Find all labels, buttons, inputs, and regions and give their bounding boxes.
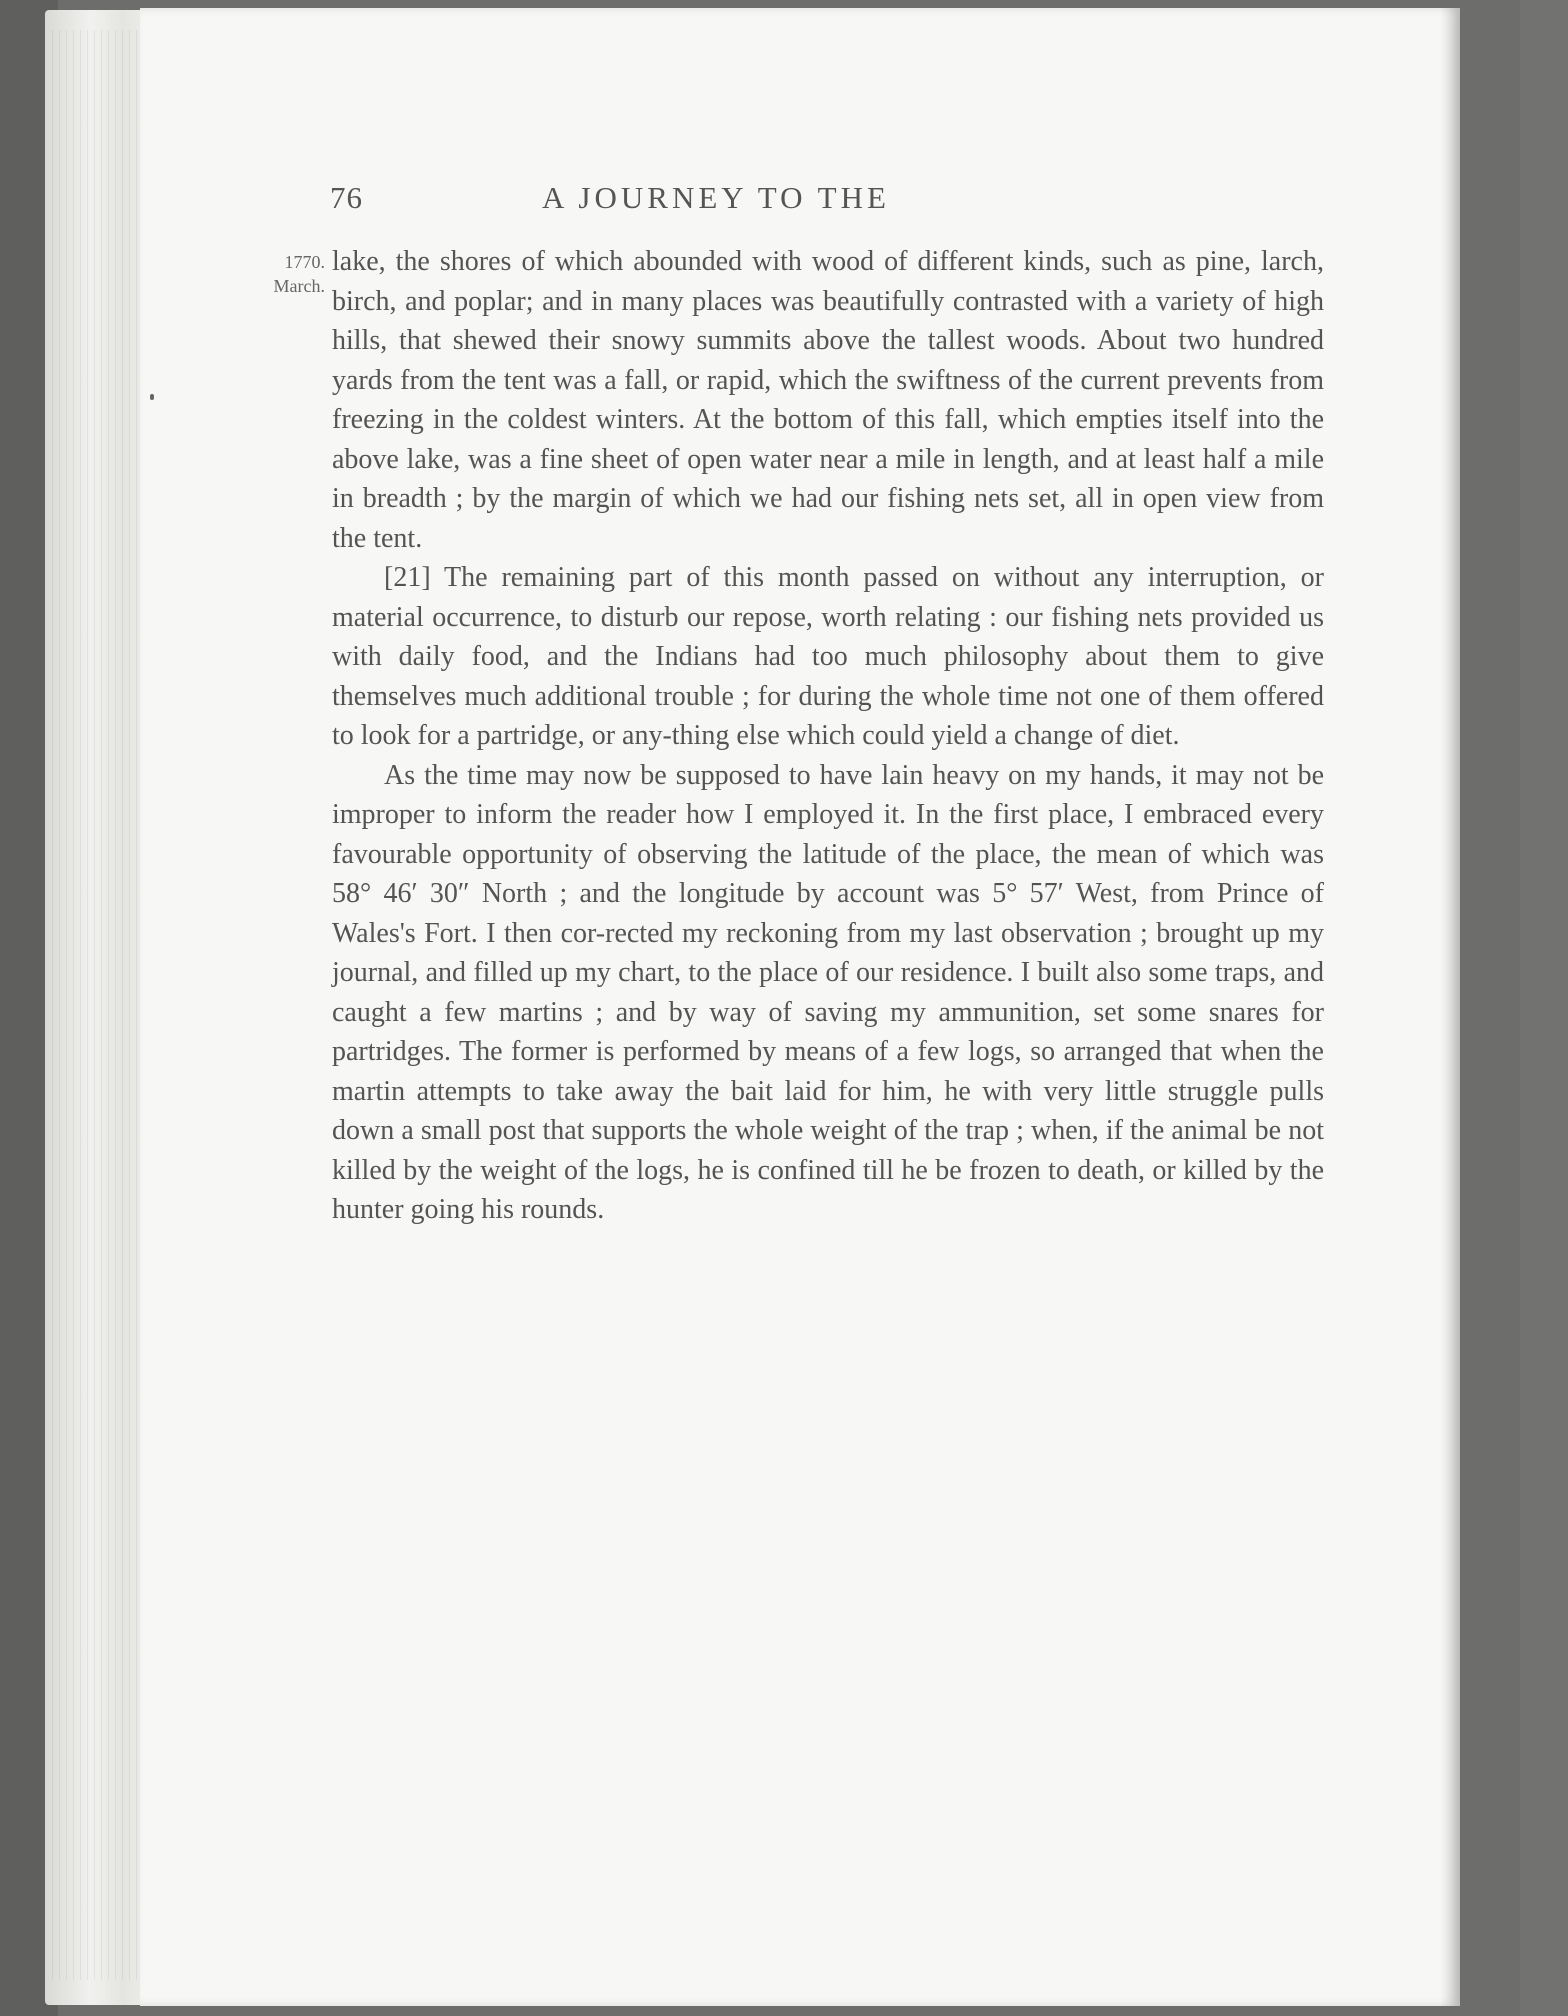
gutter-shadow	[1440, 8, 1460, 2006]
running-head	[330, 180, 1130, 230]
paragraph-3: As the time may now be supposed to have lain heavy on my hands, it may not be improper to inform the reader how I employed it. In the first place, I embraced every favourable opportunity of observing the latitude of the place, the mean of which was 58° 46′ 30″ North ; and the longitude by account was 5° 57′ West, from Prince of Wales's Fort. I then cor-rected my reckoning from my last observation ; brought up my journal, and filled up my chart, to the place of our residence. I built also some traps, and caught a few martins ; and by way of saving my ammunition, set some snares for partridges. The former is performed by means of a few logs, so arranged that when the martin attempts to take away the bait laid for him, he with very little struggle pulls down a small post that supports the whole weight of the trap ; when, if the animal be not killed by the weight of the logs, he is confined till he be frozen to death, or killed by the hunter going his rounds.	[332, 759, 1324, 1225]
paragraph-2: [21] The remaining part of this month passed on without any interruption, or material occurrence, to disturb our repose, worth relating : our fishing nets provided us with daily food, and the Indians had too much philosophy about them to give themselves much additional trouble ; for during the whole time not one of them offered to look for a partridge, or any-thing else which could yield a change of diet.	[332, 562, 1324, 751]
body-text	[332, 242, 1324, 1230]
page-edges	[52, 30, 152, 1980]
book-cover-right	[1520, 0, 1568, 2016]
page-speck	[150, 394, 154, 400]
paragraph-1: lake, the shores of which abounded with wood of different kinds, such as pine, larch, birch, and poplar; and in many places was beautifully contrasted with a variety of high hills, that shewed their snowy summits above the tallest woods. About two hundred yards from the tent was a fall, or rapid, which the swiftness of the current prevents from freezing in the coldest winters. At the bottom of this fall, which empties itself into the above lake, was a fine sheet of open water near a mile in length, and at least half a mile in breadth ; by the margin of which we had our fishing nets set, all in open view from the tent.	[332, 246, 1324, 554]
marginal-date-note	[245, 250, 325, 298]
running-title: A JOURNEY TO THE	[542, 180, 890, 215]
marginal-month: March.	[273, 276, 325, 296]
marginal-year: 1770.	[284, 252, 325, 272]
page-number: 76	[330, 180, 363, 215]
